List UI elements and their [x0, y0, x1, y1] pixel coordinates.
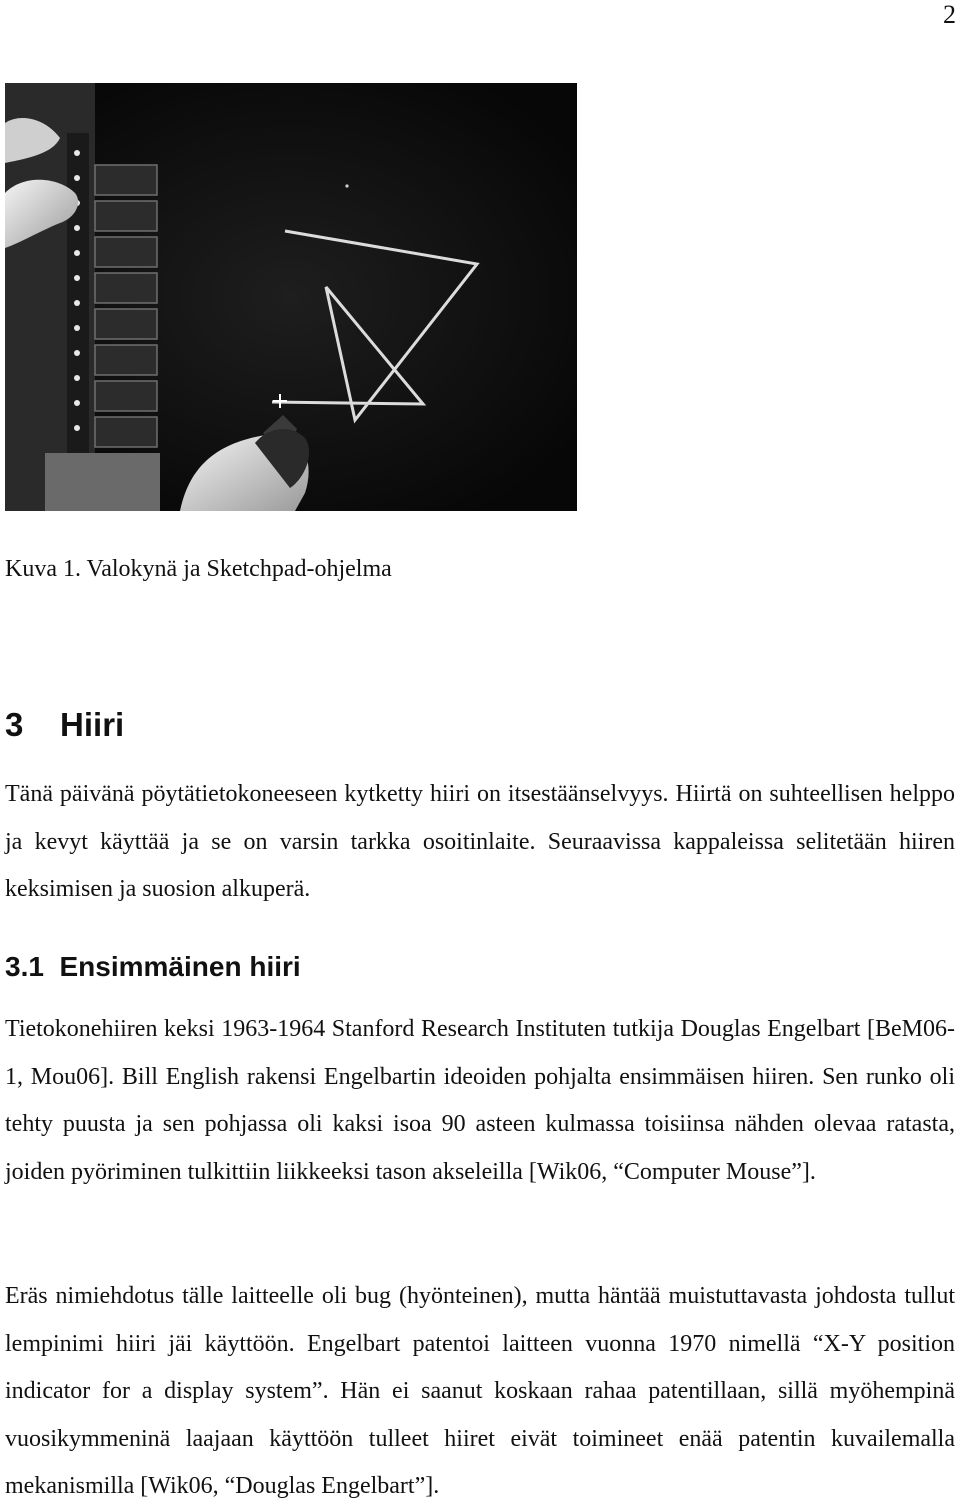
page-number: 2	[943, 0, 956, 29]
light-pen-sketchpad-photo	[5, 83, 577, 511]
subsection-paragraph-1: Tietokonehiiren keksi 1963-1964 Stanford Research Instituten tutkija Douglas Engelbart [BeM06-1, Mou06]. Bill English rakensi Engelbartin ideoiden pohjalta ensimmäisen hiiren. Sen runko oli tehty puusta ja sen pohjassa oli kaksi isoa 90 asteen kulmassa toisiinsa nähden olevaa ratasta, joiden pyöriminen tulkittiin liikkeeksi tason akseleilla [Wik06, “Computer Mouse”].	[5, 1016, 955, 1185]
subsection-paragraph-2: Eräs nimiehdotus tälle laitteelle oli bug (hyönteinen), mutta häntää muistuttavasta johdosta tullut lempinimi hiiri jäi käyttöön. Engelbart patentoi laitteen vuonna 1970 nimellä “X-Y position indicator for a display system”. Hän ei saanut koskaan rahaa patentillaan, sillä myöhempinä vuosikymmeninä laajaan käyttöön tulleet hiiret eivät toimineet enää patentin kuvailemalla mekanismilla [Wik06, “Douglas Engelbart”].	[5, 1283, 955, 1499]
section-paragraph: Tänä päivänä pöytätietokoneeseen kytketty hiiri on itsestäänselvyys. Hiirtä on suhteellisen helppo ja kevyt käyttää ja se on varsin tarkka osoitinlaite. Seuraavissa kappaleissa selitetään hiiren keksimisen ja suosion alkuperä.	[5, 781, 955, 902]
section-heading	[5, 706, 124, 744]
figure-photo	[5, 83, 577, 511]
figure-caption: Kuva 1. Valokynä ja Sketchpad-ohjelma	[5, 556, 392, 582]
section-number: 3	[5, 706, 24, 743]
subsection-title: Ensimmäinen hiiri	[59, 951, 301, 982]
subsection-heading	[5, 951, 301, 983]
subsection-number: 3.1	[5, 951, 44, 982]
section-title: Hiiri	[60, 706, 125, 743]
